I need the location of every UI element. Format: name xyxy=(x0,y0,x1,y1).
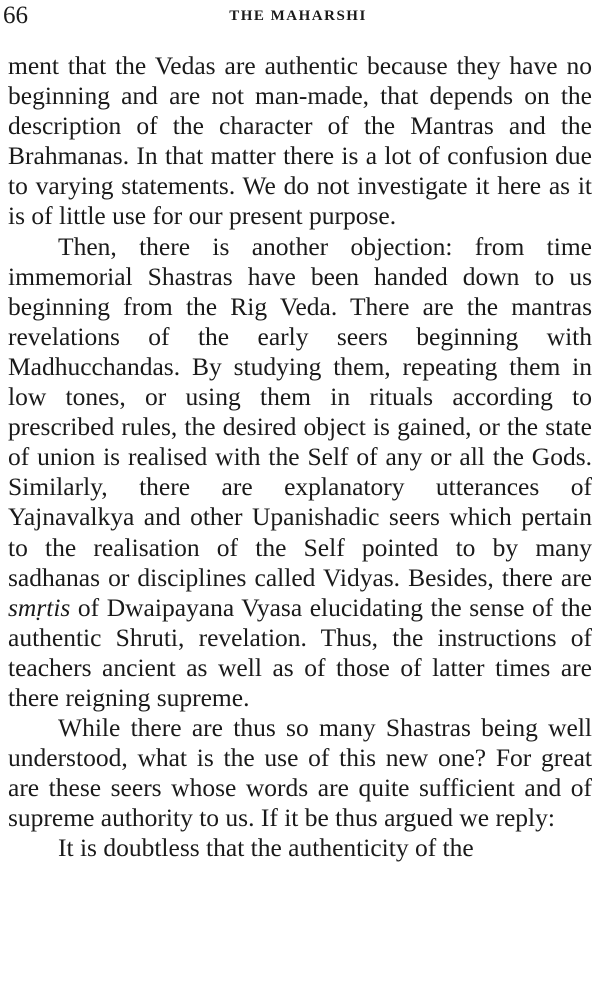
page-header xyxy=(3,2,593,34)
paragraph-3: While there are thus so many Shastras being well understood, what is the use of this new one? For great are these seers whose words are quite sufficient and of supreme authority to us. If it be thus argued we reply: xyxy=(8,713,592,833)
italic-term-smrtis: smṛtis xyxy=(8,592,71,622)
paragraph-2 xyxy=(8,232,592,714)
paragraph-2-part-2: of Dwaipayana Vyasa elucidating the sense of the authentic Shruti, revelation. Thus, the instructions of teachers ancient as well as of those of latter times are there reigning supreme. xyxy=(8,592,592,712)
paragraph-4: It is doubtless that the authenticity of the xyxy=(58,833,474,863)
body-text xyxy=(8,51,592,864)
paragraph-2-part-1: Then, there is another objection: from time immemorial Shastras have been handed down to us beginning from the Rig Veda. There are the mantras revelations of the early seers beginning with Madhucchandas. By studying them, repeating them in low tones, or using them in rituals according to prescribed rules, the desired object is gained, or the state of union is realised with the Self of any or all the Gods. Similarly, there are explanatory utterances of Yajnavalkya and other Upanishadic seers which pertain to the realisation of the Self pointed to by many sadhanas or disciplines called Vidyas. Besides, there are xyxy=(8,231,592,592)
page-number: 66 xyxy=(3,2,28,29)
running-title: THE MAHARSHI xyxy=(229,8,367,24)
paragraph-1: ment that the Vedas are authentic because they have no beginning and are not man-made, that depends on the description of the character of the Mantras and the Brahmanas. In that matter there is a lot of confusion due to varying statements. We do not investigate it here as it is of little use for our present purpose. xyxy=(8,51,592,231)
